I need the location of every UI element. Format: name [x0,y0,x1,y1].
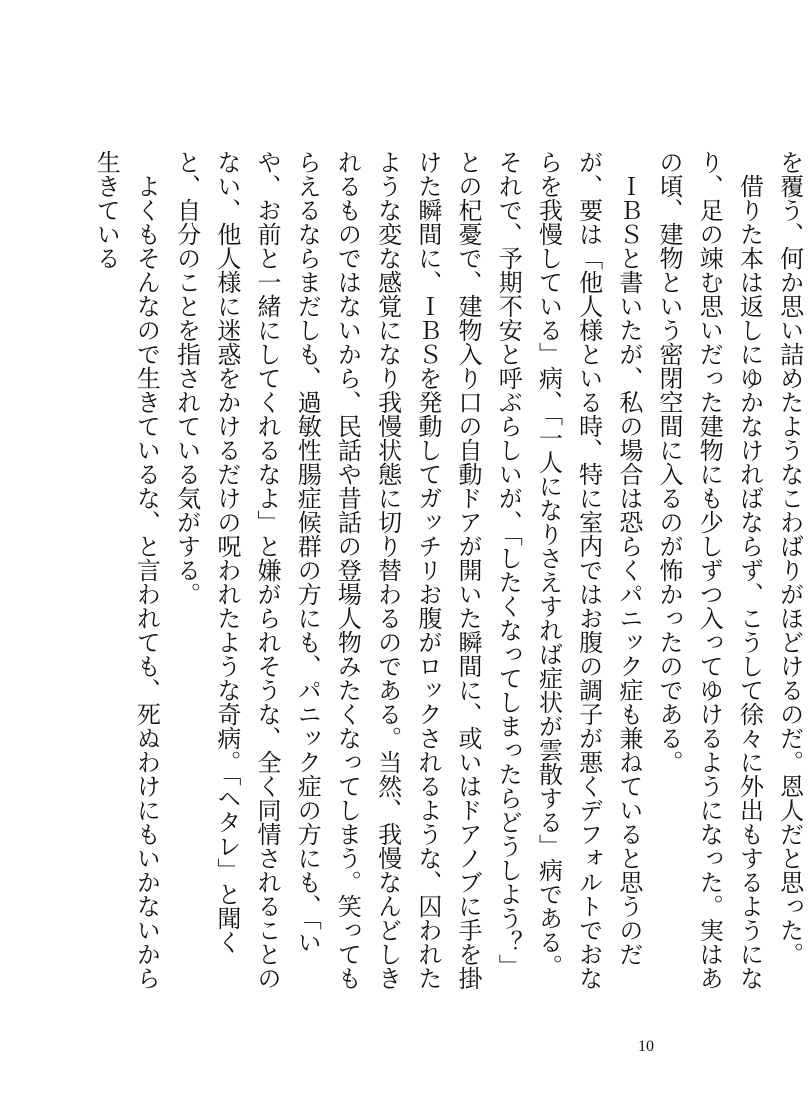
page-number: 10 [638,1038,654,1055]
paragraph-1: を覆う、何か思い詰めたようなこわばりがほどけるのだ。恩人だと思った。 [775,150,804,966]
body-text [86,150,810,995]
paragraph-3: ＩＢＳと書いたが、私の場合は恐らくパニック症も兼ねていると思うのだが、要は「他人様といる時、特に室内ではお腹の調子が悪くデフォルトでおならを我慢している」病、「一人になりさえすれば症状が雲散する」病である。それで、予期不安と呼ぶらしいが、「したくなってしまったらどうしよう？」との杞憂で、建物入り口の自動ドアが開いた瞬間に、或いはドアノブに手を掛けた瞬間に、ＩＢＳを発動してガッチリお腹がロックされるような、囚われたような変な感覚になり我慢状態に切り替わるのである。当然、我慢なんどしきれるものではないから、民話や昔話の登場人物みたくなってしまう。笑ってもらえるならまだしも、過敏性腸症候群の方にも、パニック症の方にも、「いや、お前と一緒にしてくれるなよ」と嫌がられそうな、全く同情されることのない、他人様に迷惑をかけるだけの呪われたような奇病。「ヘタレ」と聞くと、自分のことを指されている気がする。 [172,150,643,990]
paragraph-2: 借りた本は返しにゆかなければならず、こうして徐々に外出もするようになり、足の竦む思いだった建物にも少しずつ入ってゆけるようになった。実はあの頃、建物という密閉空間に入るのが怖かったのである。 [655,150,764,990]
vertical-text-block [86,150,804,995]
paragraph-4: よくもそんなので生きているな、と言われても、死ぬわけにもいかないから生きている [92,150,161,990]
